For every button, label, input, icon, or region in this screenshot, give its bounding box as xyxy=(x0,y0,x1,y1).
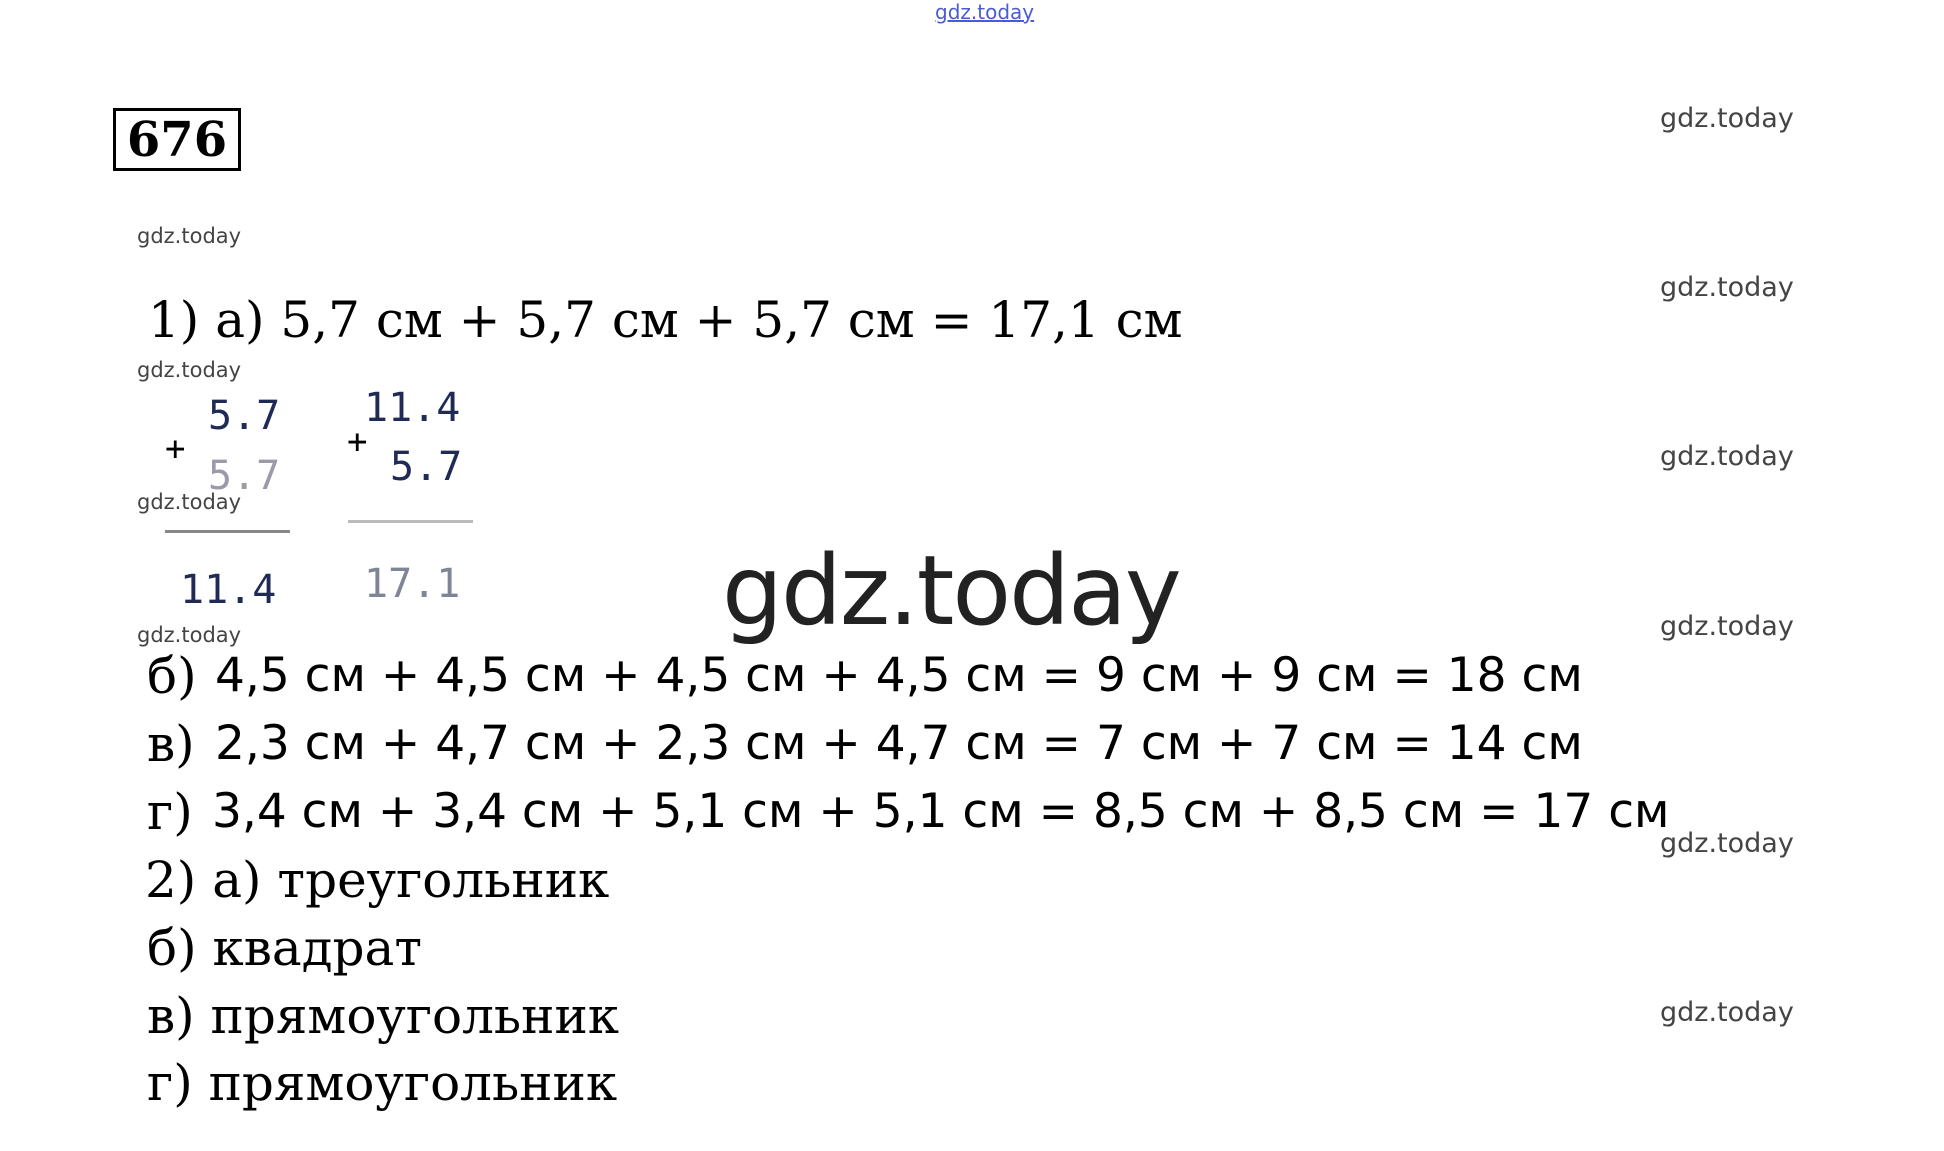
part2-a-line: 2) а) треугольник xyxy=(145,851,610,909)
watermark-right-5: gdz.today xyxy=(1660,828,1794,859)
watermark-left-1: gdz.today xyxy=(137,224,242,248)
calc1-underline xyxy=(165,530,290,533)
calc2-underline xyxy=(348,520,473,523)
calc2-bottom-operand: 5.7 xyxy=(390,444,463,490)
part1-b-label: б) xyxy=(147,647,197,705)
watermark-center: gdz.today xyxy=(722,535,1180,647)
part2-b-line: б) квадрат xyxy=(147,919,422,977)
part1-v-label: в) xyxy=(147,715,195,773)
part2-g-line: г) прямоугольник xyxy=(147,1054,618,1112)
watermark-left-4: gdz.today xyxy=(137,623,242,647)
calc1-result: 11.4 xyxy=(180,567,277,613)
part2-v-line: в) прямоугольник xyxy=(147,987,620,1045)
watermark-left-3: gdz.today xyxy=(137,490,242,514)
watermark-right-1: gdz.today xyxy=(1660,103,1794,134)
calc2-top-operand: 11.4 xyxy=(364,385,461,431)
calc1-bottom-operand: 5.7 xyxy=(208,453,281,499)
calc2-plus-sign: + xyxy=(347,422,368,462)
problem-number: 676 xyxy=(126,111,228,168)
calc1-plus-sign: + xyxy=(165,429,186,469)
part1-v-expr: 2,3 см + 4,7 см + 2,3 см + 4,7 см = 7 см + 7 см = 14 см xyxy=(215,716,1583,771)
watermark-right-2: gdz.today xyxy=(1660,272,1794,303)
part1-g-expr: 3,4 см + 3,4 см + 5,1 см + 5,1 см = 8,5 см + 8,5 см = 17 см xyxy=(212,784,1670,839)
part1-g-label: г) xyxy=(147,783,193,841)
calc1-top-operand: 5.7 xyxy=(208,393,281,439)
watermark-right-4: gdz.today xyxy=(1660,611,1794,642)
watermark-right-6: gdz.today xyxy=(1660,997,1794,1028)
problem-number-box xyxy=(113,108,241,171)
part1-a-line: 1) а) 5,7 см + 5,7 см + 5,7 см = 17,1 см xyxy=(148,291,1183,349)
watermark-top: gdz.today xyxy=(935,0,1035,24)
part1-b-expr: 4,5 см + 4,5 см + 4,5 см + 4,5 см = 9 см + 9 см = 18 см xyxy=(215,648,1583,703)
watermark-right-3: gdz.today xyxy=(1660,441,1794,472)
watermark-left-2: gdz.today xyxy=(137,358,242,382)
calc2-result: 17.1 xyxy=(364,561,461,607)
